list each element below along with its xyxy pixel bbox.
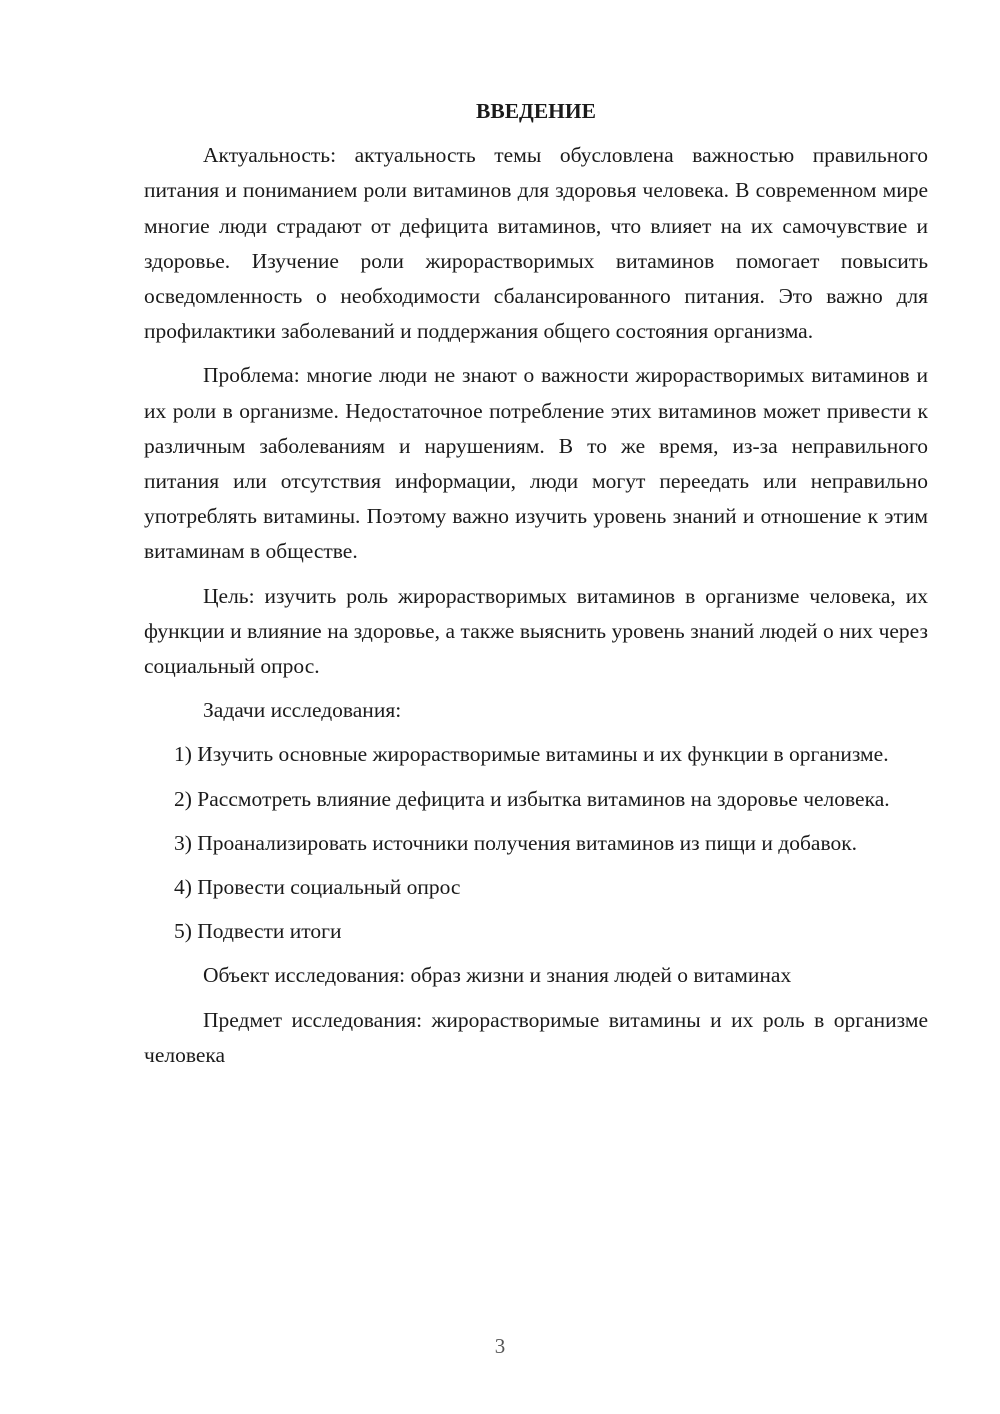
paragraph-goal: Цель: изучить роль жирорастворимых витаминов в организме человека, их функции и влияние на здоровье, а также выяснить уровень знаний людей о них через социальный опрос. (144, 583, 928, 679)
page-title: ВВЕДЕНИЕ (476, 99, 596, 123)
task-item: 1) Изучить основные жирорастворимые витамины и их функции в организме. (174, 742, 889, 767)
research-subject: Предмет исследования: жирорастворимые витамины и их роль в организме человека (144, 1007, 928, 1067)
task-item: 4) Провести социальный опрос (174, 875, 461, 900)
document-page (144, 94, 928, 1082)
tasks-heading: Задачи исследования: (203, 698, 402, 723)
task-item: 5) Подвести итоги (174, 919, 342, 944)
paragraph-relevance: Актуальность: актуальность темы обусловлена важностью правильного питания и пониманием роли витаминов для здоровья человека. В современном мире многие люди страдают от дефицита витаминов, что влияет на их самочувствие и здоровье. Изучение роли жирорастворимых витаминов помогает повысить осведомленность о необходимости сбалансированного питания. Это важно для профилактики заболеваний и поддержания общего состояния организма. (144, 143, 928, 344)
paragraph-problem: Проблема: многие люди не знают о важности жирорастворимых витаминов и их роли в организме. Недостаточное потребление этих витаминов может привести к различным заболеваниям и нарушениям. В то же время, из-за неправильного питания или отсутствия информации, люди могут переедать или неправильно употреблять витамины. Поэтому важно изучить уровень знаний и отношение к этим витаминам в обществе. (144, 363, 928, 564)
task-item: 2) Рассмотреть влияние дефицита и избытка витаминов на здоровье человека. (174, 786, 890, 811)
research-object: Объект исследования: образ жизни и знания людей о витаминах (203, 963, 792, 988)
page-number: 3 (494, 1334, 506, 1358)
task-item: 3) Проанализировать источники получения витаминов из пищи и добавок. (174, 830, 858, 855)
